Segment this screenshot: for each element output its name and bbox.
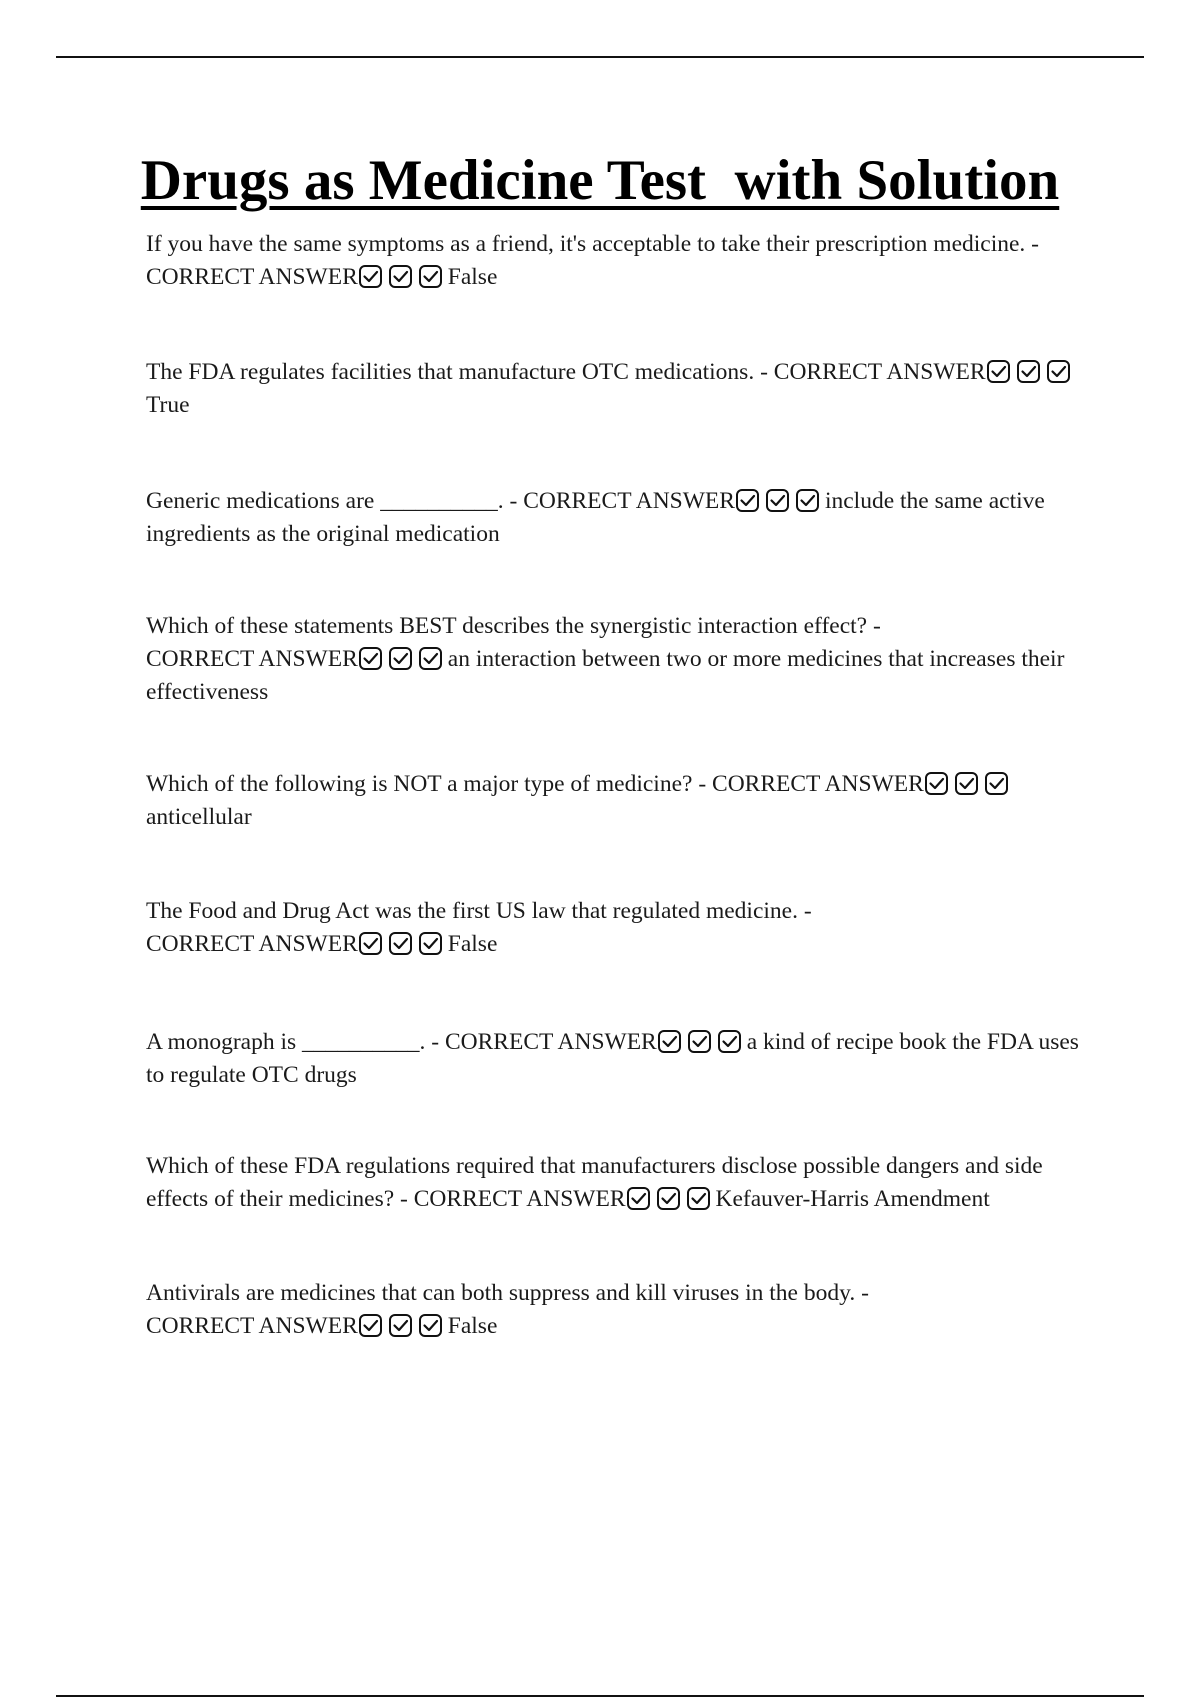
- qa-item-4: [146, 610, 1086, 709]
- question-text: Which of these FDA regulations required that manufacturers disclose possible dangers and side effects of their medicines? -: [146, 1153, 1043, 1212]
- question-text: A monograph is __________. -: [146, 1029, 445, 1055]
- answer-text: a kind of recipe book the FDA uses to regulate OTC drugs: [146, 1029, 1079, 1088]
- checkbox-check-icon: [656, 1187, 686, 1210]
- correct-answer-label: CORRECT ANSWER: [146, 646, 358, 672]
- checkbox-check-icon: [984, 772, 1014, 795]
- question-text: Which of these statements BEST describes the synergistic interaction effect? -: [146, 613, 881, 639]
- correct-answer-label: CORRECT ANSWER: [146, 264, 358, 290]
- answer-text: False: [447, 1313, 498, 1339]
- correct-answer-label: CORRECT ANSWER: [146, 1313, 358, 1339]
- checkbox-check-icon: [765, 489, 795, 512]
- question-text: Antivirals are medicines that can both suppress and kill viruses in the body. -: [146, 1280, 869, 1306]
- qa-item-8: [146, 1150, 1086, 1216]
- qa-item-6: [146, 895, 1086, 961]
- checkbox-check-icon: [388, 932, 418, 955]
- answer-marker: [774, 359, 1076, 385]
- checkbox-check-icon: [1016, 360, 1046, 383]
- checkbox-check-icon: [358, 647, 388, 670]
- answer-text: True: [146, 392, 190, 418]
- checkbox-check-icon: [686, 1187, 716, 1210]
- answer-text: Kefauver-Harris Amendment: [715, 1186, 990, 1212]
- checkbox-check-icon: [388, 647, 418, 670]
- checkbox-check-icon: [418, 265, 448, 288]
- question-text: Which of the following is NOT a major type of medicine? -: [146, 771, 713, 797]
- answer-text: an interaction between two or more medicines that increases their effectiveness: [146, 646, 1065, 705]
- checkbox-check-icon: [795, 489, 825, 512]
- answer-marker: [146, 646, 448, 672]
- question-text: The Food and Drug Act was the first US law that regulated medicine. -: [146, 898, 812, 924]
- answer-marker: [414, 1186, 716, 1212]
- checkbox-check-icon: [358, 932, 388, 955]
- top-rule: [56, 56, 1144, 58]
- checkbox-check-icon: [418, 1314, 448, 1337]
- answer-text: anticellular: [146, 804, 252, 830]
- answer-marker: [146, 1313, 448, 1339]
- answer-text: False: [447, 264, 498, 290]
- correct-answer-label: CORRECT ANSWER: [523, 488, 735, 514]
- checkbox-check-icon: [687, 1030, 717, 1053]
- correct-answer-label: CORRECT ANSWER: [712, 771, 924, 797]
- checkbox-check-icon: [626, 1187, 656, 1210]
- checkbox-check-icon: [924, 772, 954, 795]
- answer-text: False: [447, 931, 498, 957]
- checkbox-check-icon: [717, 1030, 747, 1053]
- correct-answer-label: CORRECT ANSWER: [444, 1029, 657, 1055]
- checkbox-check-icon: [358, 265, 388, 288]
- checkbox-check-icon: [418, 932, 448, 955]
- answer-marker: [445, 1029, 747, 1055]
- checkbox-check-icon: [735, 489, 765, 512]
- question-text: Generic medications are __________. -: [146, 488, 524, 514]
- correct-answer-label: CORRECT ANSWER: [413, 1186, 626, 1212]
- checkbox-check-icon: [1046, 360, 1076, 383]
- checkbox-check-icon: [388, 265, 418, 288]
- answer-marker: [523, 488, 825, 514]
- qa-item-2: [146, 356, 1086, 422]
- question-text: If you have the same symptoms as a friend, it's acceptable to take their prescription medicine. -: [146, 231, 1040, 257]
- answer-marker: [146, 931, 448, 957]
- qa-item-1: [146, 228, 1086, 294]
- qa-item-3: [146, 485, 1086, 551]
- answer-text: include the same active ingredients as the original medication: [146, 488, 1045, 547]
- checkbox-check-icon: [358, 1314, 388, 1337]
- qa-item-7: [146, 1026, 1086, 1092]
- checkbox-check-icon: [954, 772, 984, 795]
- question-text: The FDA regulates facilities that manufacture OTC medications. -: [146, 359, 774, 385]
- answer-marker: [712, 771, 1014, 797]
- correct-answer-label: CORRECT ANSWER: [773, 359, 986, 385]
- qa-item-9: [146, 1277, 1086, 1343]
- answer-marker: [146, 264, 448, 290]
- qa-item-5: [146, 768, 1086, 834]
- bottom-rule: [56, 1695, 1144, 1697]
- checkbox-check-icon: [388, 1314, 418, 1337]
- checkbox-check-icon: [986, 360, 1016, 383]
- correct-answer-label: CORRECT ANSWER: [146, 931, 358, 957]
- checkbox-check-icon: [657, 1030, 687, 1053]
- document-title: Drugs as Medicine Test with Solution: [140, 149, 1060, 212]
- checkbox-check-icon: [418, 647, 448, 670]
